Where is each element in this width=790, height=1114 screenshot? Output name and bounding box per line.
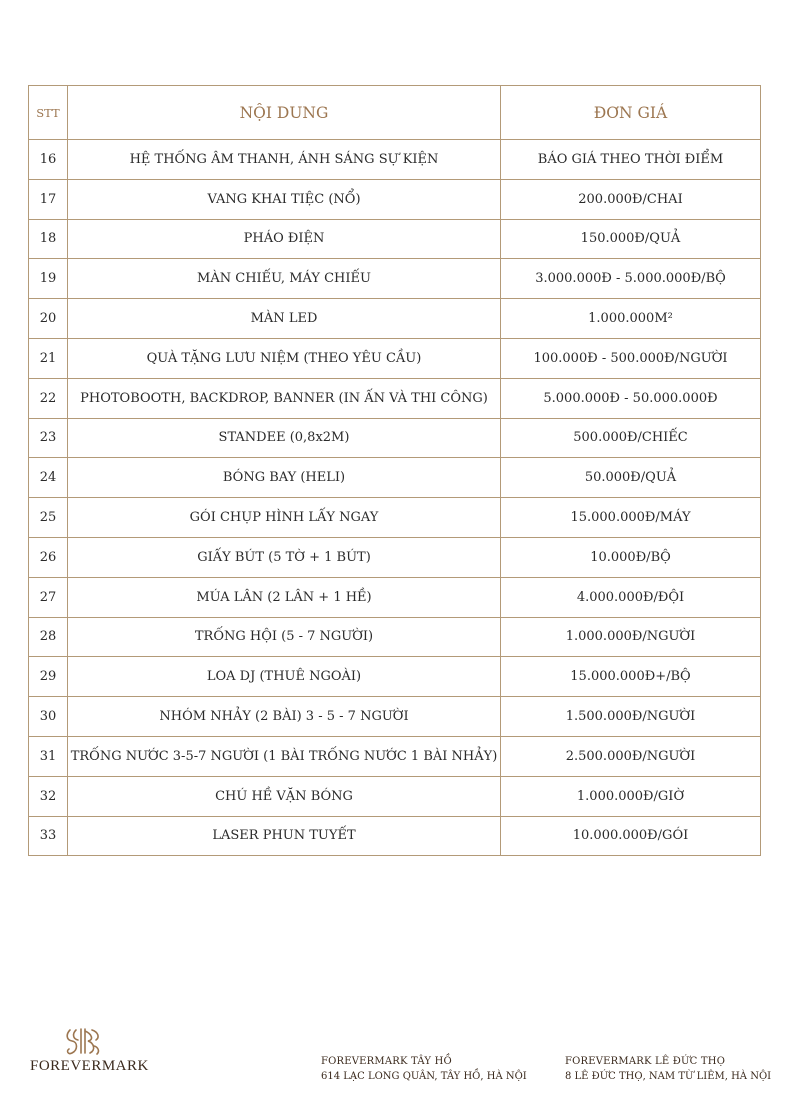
cell-price: 15.000.000Đ+/BỘ	[501, 657, 761, 697]
table-row	[29, 617, 761, 657]
cell-content: HỆ THỐNG ÂM THANH, ÁNH SÁNG SỰ KIỆN	[68, 140, 501, 180]
header-stt: STT	[29, 86, 68, 140]
table-row	[29, 378, 761, 418]
cell-content: NHÓM NHẢY (2 BÀI) 3 - 5 - 7 NGƯỜI	[68, 697, 501, 737]
cell-price: 5.000.000Đ - 50.000.000Đ	[501, 378, 761, 418]
cell-content: MÀN CHIẾU, MÁY CHIẾU	[68, 259, 501, 299]
cell-price: 10.000.000Đ/GÓI	[501, 816, 761, 856]
cell-price: 1.000.000M²	[501, 299, 761, 339]
header-content: NỘI DUNG	[68, 86, 501, 140]
address-le-duc-tho	[565, 1054, 771, 1084]
table-body	[29, 140, 761, 856]
cell-price: 500.000Đ/CHIẾC	[501, 418, 761, 458]
price-table	[28, 85, 761, 856]
cell-price: 15.000.000Đ/MÁY	[501, 498, 761, 538]
cell-content: LOA DJ (THUÊ NGOÀI)	[68, 657, 501, 697]
cell-content: TRỐNG HỘI (5 - 7 NGƯỜI)	[68, 617, 501, 657]
table-row	[29, 418, 761, 458]
cell-stt: 26	[29, 537, 68, 577]
table-header-row	[29, 86, 761, 140]
cell-stt: 28	[29, 617, 68, 657]
address-tay-ho	[321, 1054, 527, 1084]
forevermark-monogram-icon	[64, 1026, 102, 1056]
cell-stt: 19	[29, 259, 68, 299]
footer-logo	[30, 1026, 150, 1075]
cell-stt: 23	[29, 418, 68, 458]
cell-content: TRỐNG NƯỚC 3-5-7 NGƯỜI (1 BÀI TRỐNG NƯỚC 1 BÀI NHẢY)	[68, 736, 501, 776]
cell-stt: 22	[29, 378, 68, 418]
cell-content: GÓI CHỤP HÌNH LẤY NGAY	[68, 498, 501, 538]
table-row	[29, 140, 761, 180]
cell-price: 50.000Đ/QUẢ	[501, 458, 761, 498]
table-row	[29, 458, 761, 498]
table-row	[29, 736, 761, 776]
cell-stt: 16	[29, 140, 68, 180]
cell-price: 4.000.000Đ/ĐỘI	[501, 577, 761, 617]
address-title: FOREVERMARK LÊ ĐỨC THỌ	[565, 1056, 726, 1067]
cell-price: 1.000.000Đ/NGƯỜI	[501, 617, 761, 657]
cell-content: MÚA LÂN (2 LÂN + 1 HỀ)	[68, 577, 501, 617]
cell-stt: 32	[29, 776, 68, 816]
cell-content: LASER PHUN TUYẾT	[68, 816, 501, 856]
table-row	[29, 219, 761, 259]
cell-content: PHOTOBOOTH, BACKDROP, BANNER (IN ẤN VÀ THI CÔNG)	[68, 378, 501, 418]
logo-text: FOREVERMARK	[30, 1058, 149, 1074]
table-row	[29, 299, 761, 339]
table-row	[29, 657, 761, 697]
cell-content: BÓNG BAY (HELI)	[68, 458, 501, 498]
cell-price: 150.000Đ/QUẢ	[501, 219, 761, 259]
address-title: FOREVERMARK TÂY HỒ	[321, 1056, 452, 1067]
cell-stt: 20	[29, 299, 68, 339]
cell-stt: 24	[29, 458, 68, 498]
cell-content: QUÀ TẶNG LƯU NIỆM (THEO YÊU CẦU)	[68, 338, 501, 378]
cell-stt: 25	[29, 498, 68, 538]
cell-stt: 29	[29, 657, 68, 697]
cell-stt: 18	[29, 219, 68, 259]
cell-content: MÀN LED	[68, 299, 501, 339]
cell-price: 200.000Đ/CHAI	[501, 179, 761, 219]
cell-price: 3.000.000Đ - 5.000.000Đ/BỘ	[501, 259, 761, 299]
table-row	[29, 697, 761, 737]
cell-price: 10.000Đ/BỘ	[501, 537, 761, 577]
table-row	[29, 338, 761, 378]
cell-price: 2.500.000Đ/NGƯỜI	[501, 736, 761, 776]
cell-stt: 33	[29, 816, 68, 856]
cell-stt: 31	[29, 736, 68, 776]
table-row	[29, 259, 761, 299]
table-row	[29, 537, 761, 577]
cell-stt: 17	[29, 179, 68, 219]
cell-content: STANDEE (0,8x2M)	[68, 418, 501, 458]
table-row	[29, 776, 761, 816]
cell-price: 1.500.000Đ/NGƯỜI	[501, 697, 761, 737]
table-row	[29, 179, 761, 219]
cell-stt: 27	[29, 577, 68, 617]
cell-stt: 21	[29, 338, 68, 378]
cell-content: GIẤY BÚT (5 TỜ + 1 BÚT)	[68, 537, 501, 577]
header-price: ĐƠN GIÁ	[501, 86, 761, 140]
table-row	[29, 577, 761, 617]
table-row	[29, 498, 761, 538]
cell-price: BÁO GIÁ THEO THỜI ĐIỂM	[501, 140, 761, 180]
cell-content: CHÚ HỀ VẶN BÓNG	[68, 776, 501, 816]
cell-price: 100.000Đ - 500.000Đ/NGƯỜI	[501, 338, 761, 378]
table-row	[29, 816, 761, 856]
cell-content: PHÁO ĐIỆN	[68, 219, 501, 259]
address-line: 8 LÊ ĐỨC THỌ, NAM TỪ LIÊM, HÀ NỘI	[565, 1071, 772, 1082]
cell-stt: 30	[29, 697, 68, 737]
cell-content: VANG KHAI TIỆC (NỔ)	[68, 179, 501, 219]
address-line: 614 LẠC LONG QUÂN, TÂY HỒ, HÀ NỘI	[321, 1071, 527, 1082]
cell-price: 1.000.000Đ/GIỜ	[501, 776, 761, 816]
